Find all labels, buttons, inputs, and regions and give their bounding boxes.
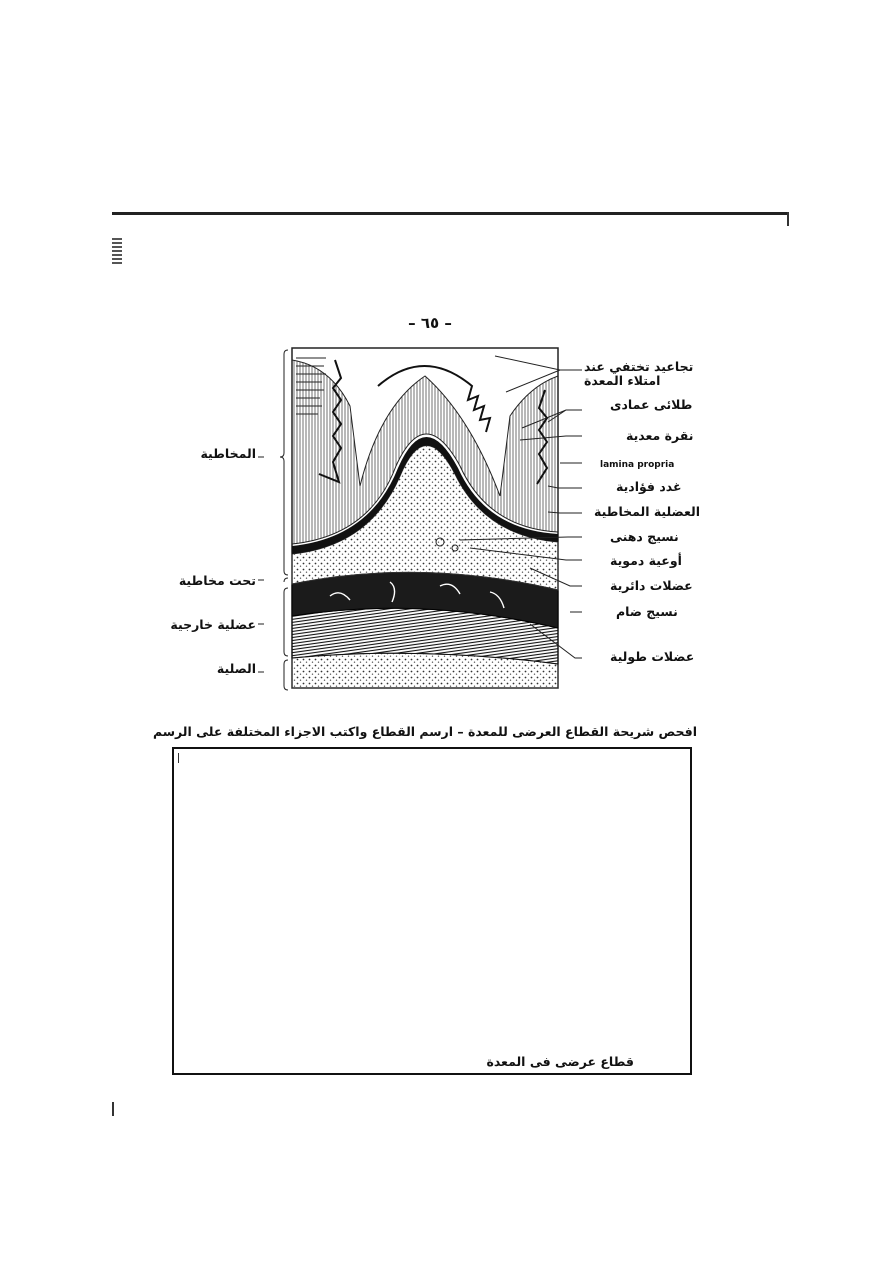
label-columnar-epithelium: طلائى عمادى <box>610 397 693 412</box>
label-gastric-pit: نقرة معدية <box>626 428 694 443</box>
label-longitudinal-muscles: عضلات طولية <box>610 649 695 664</box>
label-circular-muscles: عضلات دائرية <box>610 578 693 593</box>
label-submucosa: تحت مخاطية <box>178 573 256 588</box>
label-muscularis-mucosae: العضلية المخاطية <box>593 504 700 519</box>
label-serosa: الصلية <box>216 661 256 676</box>
label-fundic-glands: غدد فؤادية <box>616 479 682 494</box>
drawing-box-caption: قطاع عرضى فى المعدة <box>486 1054 634 1069</box>
label-muscularis-externa: عضلية خارجية <box>170 617 256 632</box>
label-rugae: تجاعيد تختفي عند امتلاء المعدة <box>584 359 694 388</box>
box-corner-mark <box>178 753 179 763</box>
label-mucosa: المخاطية <box>200 446 256 461</box>
label-connective-tissue: نسيج ضام <box>616 604 678 619</box>
page-number: – ٦٥ – <box>408 314 452 332</box>
label-blood-vessels: أوعية دموية <box>610 553 682 568</box>
label-adipose-tissue: نسيج دهنى <box>610 529 679 544</box>
label-lamina-propria: lamina propria <box>600 460 675 470</box>
instruction-text: افحص شريحة القطاع العرضى للمعدة – ارسم القطاع واكتب الاجزاء المختلفة على الرسم <box>152 724 697 739</box>
drawing-box[interactable] <box>172 747 692 1075</box>
